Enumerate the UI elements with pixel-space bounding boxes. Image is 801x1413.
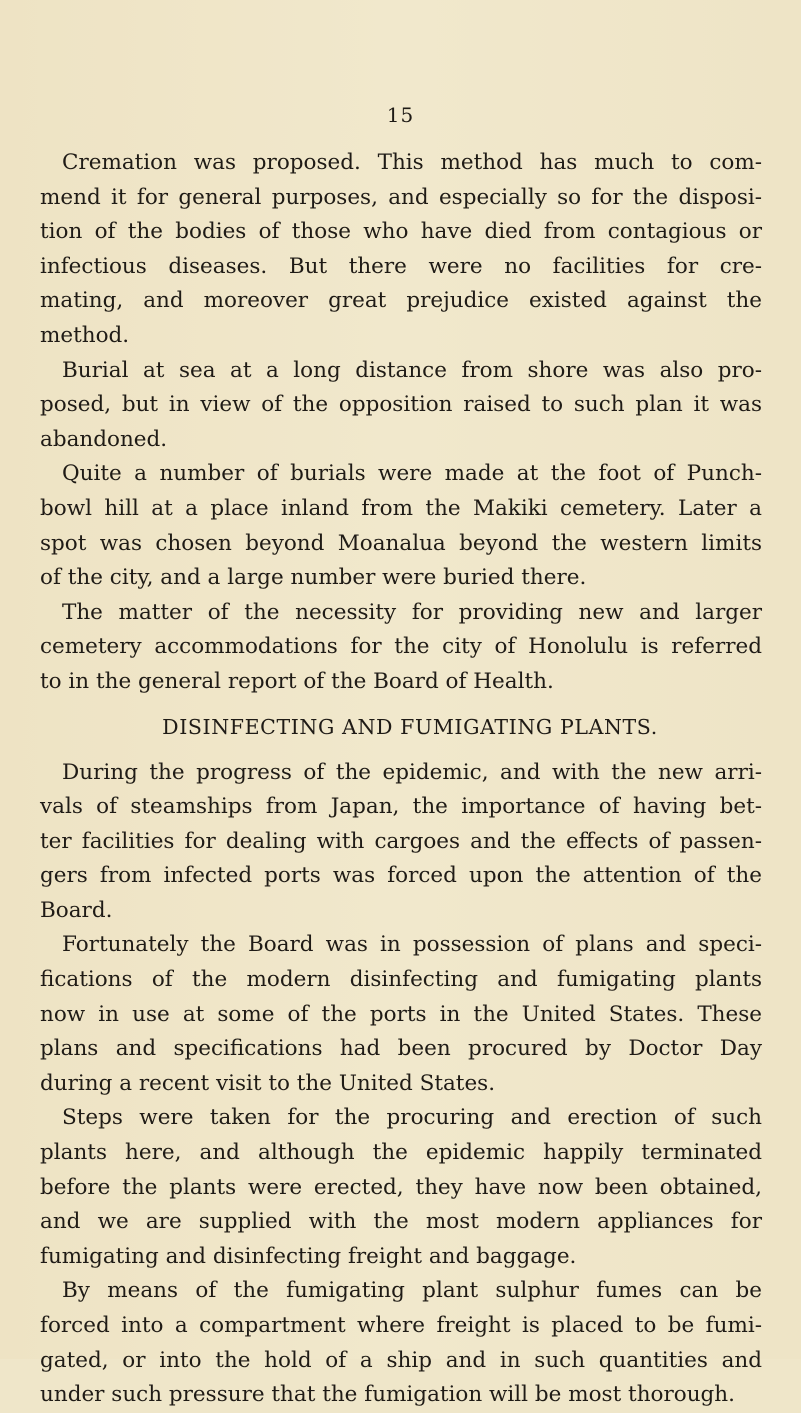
paragraph xyxy=(40,457,762,595)
text-line: Cremation was proposed. This method has much to com- xyxy=(62,150,762,175)
text-line: posed, but in view of the opposition raised to such plan it was xyxy=(40,392,762,418)
text-line: before the plants were erected, they have now been obtained, xyxy=(40,1174,762,1200)
text-line: mating, and moreover great prejudice existed against the xyxy=(40,288,762,314)
text-line: gers from infected ports was forced upon the attention of the xyxy=(40,863,762,889)
paragraph xyxy=(40,928,762,1101)
text-line: The matter of the necessity for providing new and larger xyxy=(62,599,762,625)
text-line: By means of the fumigating plant sulphur fumes can be xyxy=(62,1278,762,1304)
paragraph xyxy=(40,756,762,929)
text-line: plants here, and although the epidemic happily terminated xyxy=(40,1140,762,1166)
text-line: Steps were taken for the procuring and erection of such xyxy=(62,1105,762,1131)
text-line: gated, or into the hold of a ship and in such quantities and xyxy=(40,1347,762,1373)
paragraph xyxy=(40,354,762,458)
text-line: During the progress of the epidemic, and with the new arri- xyxy=(62,759,762,785)
text-line: fications of the modern disinfecting and fumigating plants xyxy=(40,967,762,993)
text-line: mend it for general purposes, and especially so for the disposi- xyxy=(40,184,762,210)
text-line: vals of steamships from Japan, the importance of having bet- xyxy=(40,794,762,820)
paragraph xyxy=(40,1101,762,1274)
section-heading: DISINFECTING AND FUMIGATING PLANTS. xyxy=(162,714,658,739)
text-line: bowl hill at a place inland from the Makiki cemetery. Later a xyxy=(40,495,762,521)
text-line: fumigating and disinfecting freight and baggage. xyxy=(40,1243,577,1269)
page-number: 15 xyxy=(386,103,415,127)
text-line: tion of the bodies of those who have died from contagious or xyxy=(40,219,762,245)
paragraph xyxy=(40,596,762,700)
text-line: to in the general report of the Board of Health. xyxy=(40,668,554,694)
text-line: Quite a number of burials were made at the foot of Punch- xyxy=(62,461,762,487)
text-line: method. xyxy=(40,322,130,348)
text-line: Fortunately the Board was in possession of plans and speci- xyxy=(62,932,762,958)
text-line: and we are supplied with the most modern appliances for xyxy=(40,1209,762,1235)
text-line: now in use at some of the ports in the United States. These xyxy=(40,1001,762,1027)
text-line: infectious diseases. But there were no facilities for cre- xyxy=(40,253,762,279)
text-line: abandoned. xyxy=(40,426,168,452)
text-line: during a recent visit to the United States. xyxy=(40,1070,496,1096)
text-line: forced into a compartment where freight is placed to be fumi- xyxy=(40,1313,762,1338)
text-line: under such pressure that the fumigation will be most thorough. xyxy=(40,1382,735,1408)
text-line: Burial at sea at a long distance from shore was also pro- xyxy=(62,357,762,383)
text-line: cemetery accommodations for the city of Honolulu is referred xyxy=(40,634,762,660)
paragraph xyxy=(40,146,762,354)
text-line: ter facilities for dealing with cargoes and the effects of passen- xyxy=(40,828,762,854)
text-line: of the city, and a large number were buried there. xyxy=(40,565,587,591)
body-text xyxy=(40,146,762,1413)
text-line: Board. xyxy=(40,897,113,923)
paragraph xyxy=(40,1274,762,1412)
text-line: spot was chosen beyond Moanalua beyond the western limits xyxy=(40,530,762,556)
text-line: plans and specifications had been procured by Doctor Day xyxy=(40,1036,762,1062)
